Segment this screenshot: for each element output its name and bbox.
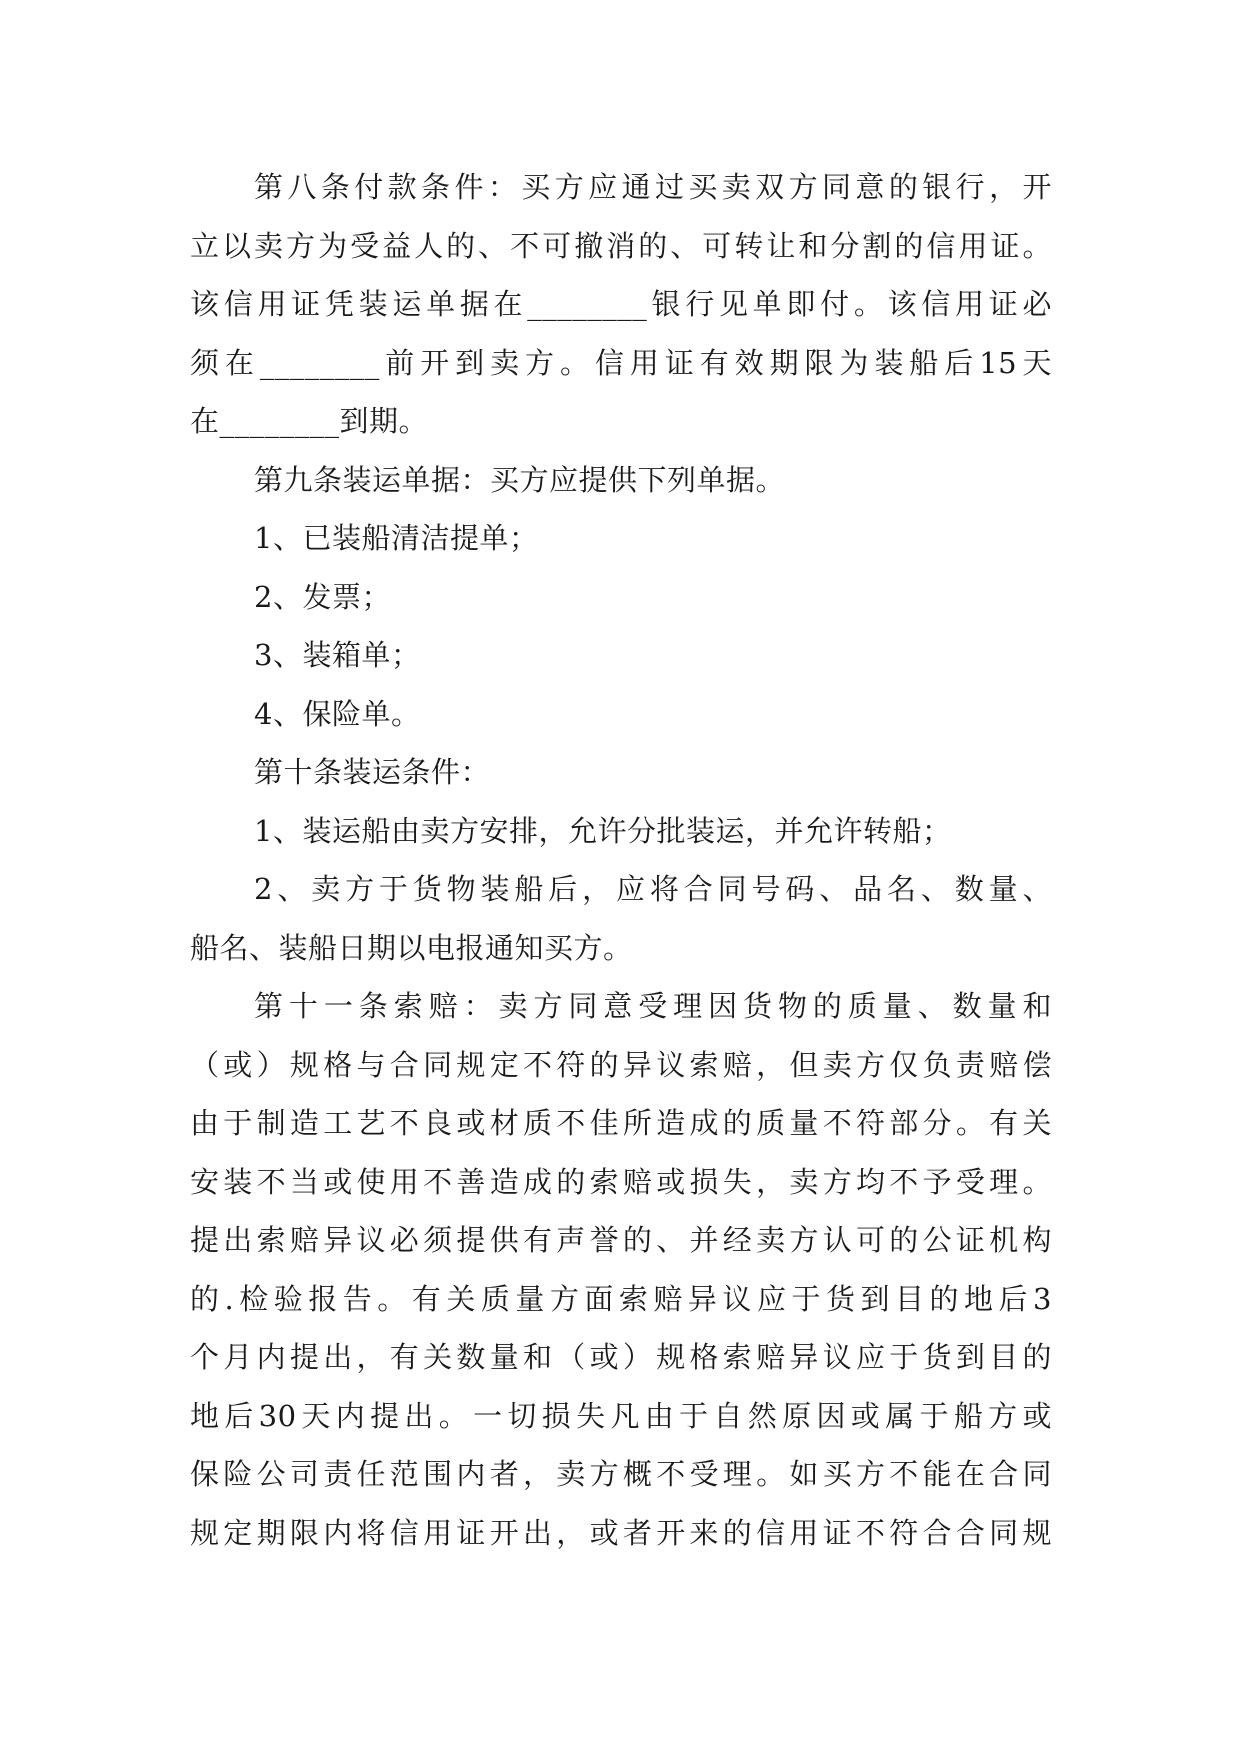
text-line: 在________到期。 xyxy=(190,404,429,438)
text-line: 地后30天内提出。一切损失凡由于自然原因或属于船方或 xyxy=(190,1398,1052,1433)
text-line: 的.检验报告。有关质量方面索赔异议应于货到目的地后3 xyxy=(190,1281,1052,1316)
text-line: 3、装箱单； xyxy=(254,638,421,672)
text-line: （或）规格与合同规定不符的异议索赔，但卖方仅负责赔偿 xyxy=(190,1047,1052,1082)
text-line: 4、保险单。 xyxy=(254,696,421,731)
text-line: 第十一条索赔：卖方同意受理因货物的质量、数量和 xyxy=(254,989,1052,1023)
text-line: 提出索赔异议必须提供有声誉的、并经卖方认可的公证机构 xyxy=(190,1223,1052,1257)
text-line: 1、已装船清洁提单； xyxy=(254,521,539,555)
text-line: 立以卖方为受益人的、不可撤消的、可转让和分割的信用证。 xyxy=(190,228,1052,263)
text-line: 须在________前开到卖方。信用证有效期限为装船后15天 xyxy=(190,345,1052,380)
text-line: 规定期限内将信用证开出，或者开来的信用证不符合合同规 xyxy=(190,1515,1052,1550)
text-line: 2、卖方于货物装船后，应将合同号码、品名、数量、 xyxy=(254,872,1052,906)
text-line: 个月内提出，有关数量和（或）规格索赔异议应于货到目的 xyxy=(190,1340,1052,1374)
text-line: 第十条装运条件： xyxy=(254,755,491,789)
text-line: 船名、装船日期以电报通知买方。 xyxy=(190,930,633,965)
text-line: 第八条付款条件：买方应通过买卖双方同意的银行，开 xyxy=(254,170,1052,204)
text-line: 安装不当或使用不善造成的索赔或损失，卖方均不予受理。 xyxy=(190,1164,1052,1199)
text-line: 由于制造工艺不良或材质不佳所造成的质量不符部分。有关 xyxy=(190,1106,1052,1140)
text-line: 2、发票； xyxy=(254,579,391,614)
text-line: 保险公司责任范围内者，卖方概不受理。如买方不能在合同 xyxy=(190,1457,1052,1491)
text-line: 第九条装运单据：买方应提供下列单据。 xyxy=(254,462,786,497)
text-line: 1、装运船由卖方安排，允许分批装运，并允许转船； xyxy=(254,813,952,848)
document-page xyxy=(190,158,1052,1562)
text-line: 该信用证凭装运单据在________银行见单即付。该信用证必 xyxy=(190,287,1052,321)
